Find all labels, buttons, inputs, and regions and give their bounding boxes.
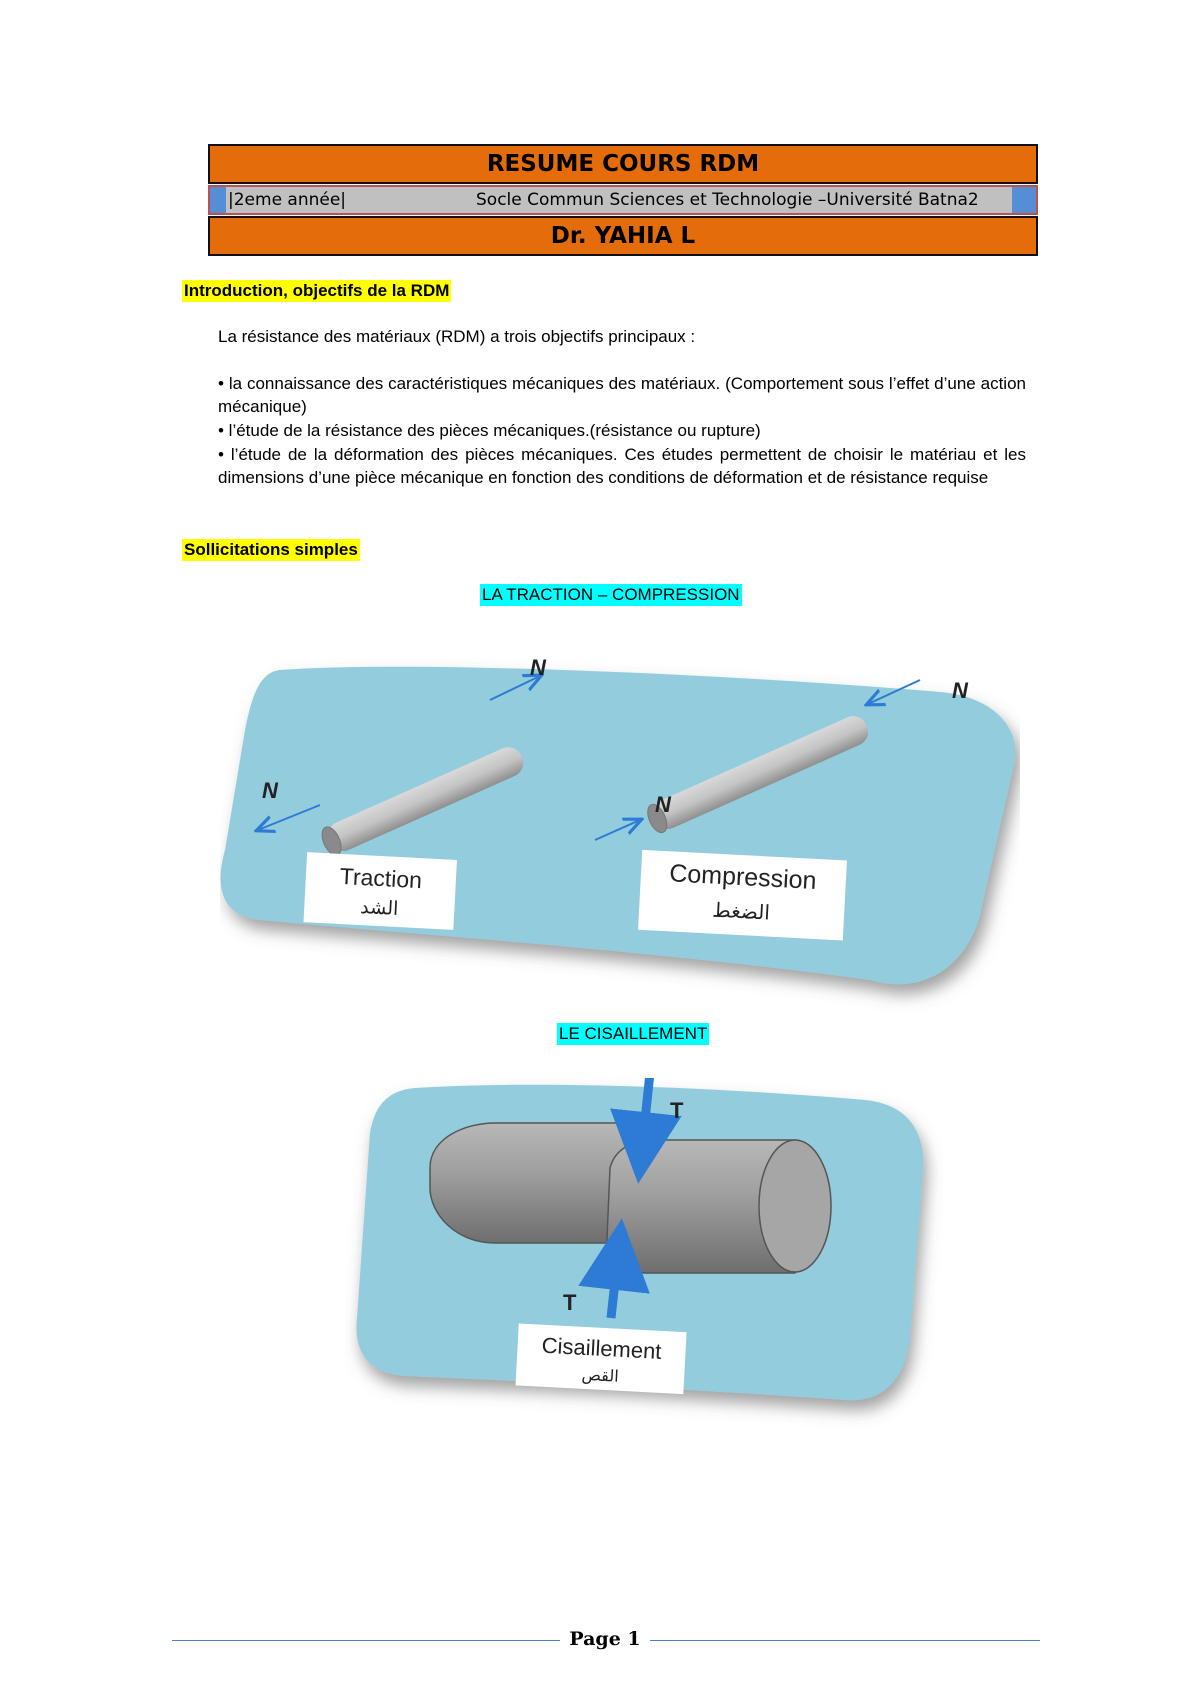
compression-label: Compression — [668, 859, 818, 895]
traction-label: Traction — [339, 862, 423, 894]
course-institution: Socle Commun Sciences et Technologie –Université Batna2 — [476, 190, 979, 210]
force-label-n: N — [655, 792, 671, 817]
shear-arabic-label: القص — [581, 1364, 620, 1386]
intro-paragraph: La résistance des matériaux (RDM) a trois objectifs principaux : — [218, 327, 696, 346]
force-label-n: N — [262, 778, 278, 803]
shear-title: LE CISAILLEMENT — [559, 1024, 708, 1043]
section-heading-intro: Introduction, objectifs de la RDM — [184, 281, 450, 300]
course-author: Dr. YAHIA L — [208, 216, 1038, 256]
subheader-right-marker — [1012, 187, 1036, 213]
traction-compression-title: LA TRACTION – COMPRESSION — [482, 585, 740, 604]
compression-arabic-label: الضغط — [711, 897, 771, 925]
course-level: |2eme année| — [228, 190, 347, 210]
traction-compression-figure — [220, 650, 1020, 1030]
course-title: RESUME COURS RDM — [208, 144, 1038, 184]
compression-label-box — [638, 850, 847, 941]
force-label-n: N — [530, 655, 546, 680]
cylinder-end-face — [759, 1140, 831, 1272]
force-label-t: T — [670, 1098, 684, 1123]
shear-label-box — [516, 1323, 687, 1394]
traction-label-box — [304, 852, 457, 930]
section-heading-sollicitations: Sollicitations simples — [184, 540, 358, 559]
shear-figure — [345, 1078, 945, 1428]
shear-label: Cisaillement — [541, 1332, 663, 1364]
force-label-t: T — [563, 1290, 577, 1315]
subheader-left-marker — [210, 187, 226, 213]
traction-arabic-label: الشد — [359, 896, 399, 921]
footer-rule-right — [650, 1640, 1040, 1641]
bullet-item: • la connaissance des caractéristiques mécaniques des matériaux. (Comportement sous l’effet d’une action mécanique) — [218, 374, 1026, 416]
page-number: Page 1 — [569, 1628, 641, 1650]
force-label-n: N — [952, 678, 968, 703]
footer-rule-left — [172, 1640, 560, 1641]
course-subheader — [208, 185, 1038, 215]
bullet-item: • l’étude de la résistance des pièces mécaniques.(résistance ou rupture) — [218, 421, 761, 440]
bullet-item: • l’étude de la déformation des pièces mécaniques. Ces études permettent de choisir le matériau et les dimensions d’une pièce mécanique en fonction des conditions de déformation et de résistance requise — [218, 445, 1026, 487]
